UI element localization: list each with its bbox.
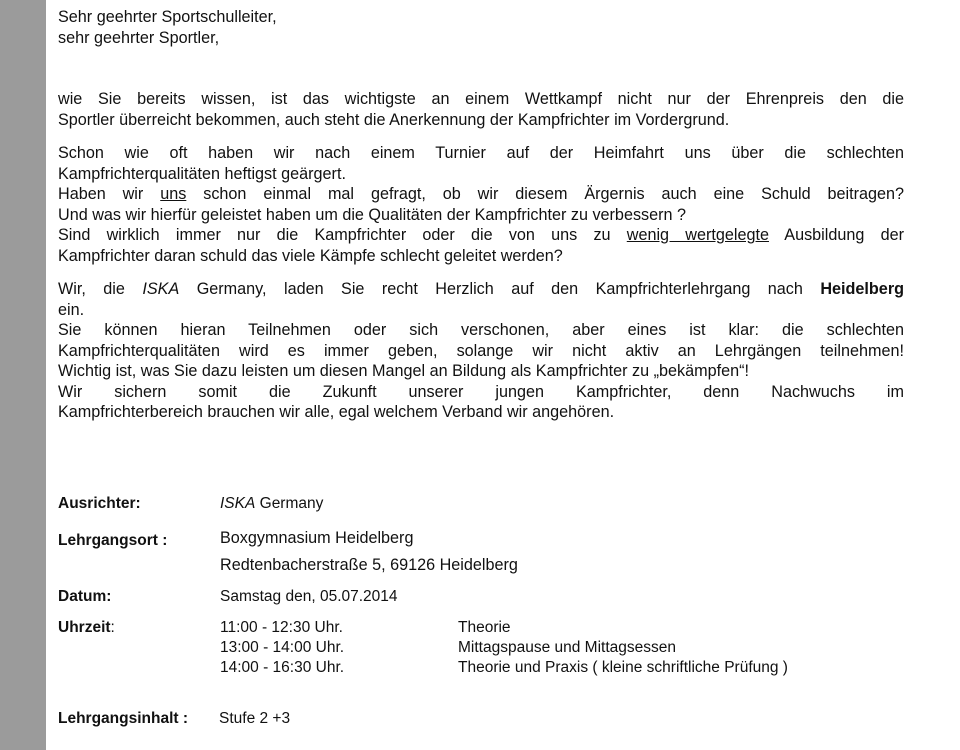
salutation-line-2: sehr geehrter Sportler, [58,28,220,47]
text-line: wie Sie bereits wissen, ist das wichtigste an einem Wettkampf nicht nur der Ehrenpreis den die [58,90,904,108]
bold-text: Heidelberg [820,280,905,298]
paragraph-intro [58,89,904,130]
text-line: Kampfrichterbereich brauchen wir alle, egal welchem Verband wir angehören. [58,403,615,421]
date-value: Samstag den, 05.07.2014 [220,588,398,605]
underlined-text: uns [160,185,187,203]
text-line: Kampfrichterqualitäten wird es immer geben, solange wir nicht aktiv an Lehrgängen teilnehmen! [58,341,904,360]
text-line [58,184,904,205]
location-line-1: Boxgymnasium Heidelberg [220,529,414,547]
text-fragment: Uhrzeit [58,619,111,636]
content-label: Lehrgangsinhalt : [58,710,189,727]
text-fragment: Haben wir [58,185,161,203]
content-value: Stufe 2 +3 [219,710,291,727]
text-fragment: Germany [255,495,324,512]
text-line: Sie können hieran Teilnehmen oder sich verschonen, aber eines ist klar: die schlechten [58,321,904,339]
text-line: Wichtig ist, was Sie dazu leisten um diesen Mangel an Bildung als Kampfrichter zu „bekämpfen“! [58,362,749,380]
location-line-2: Redtenbacherstraße 5, 69126 Heidelberg [220,556,518,574]
schedule-activity: Mittagspause und Mittagsessen [458,639,676,656]
page-margin-bar [0,0,46,750]
schedule-time: 11:00 - 12:30 Uhr. [220,619,343,636]
text-fragment: schon einmal mal gefragt, ob wir diesem Ärgernis auch eine Schuld beitragen? [186,185,904,203]
paragraph-questions [58,143,904,266]
time-label [58,618,115,639]
paragraph-invitation [58,279,904,423]
text-line [58,225,904,246]
italic-text: ISKA [142,280,180,298]
text-fragment: Wir, die [58,280,143,298]
text-line [58,279,904,300]
text-line: Und was wir hierfür geleistet haben um die Qualitäten der Kampfrichter zu verbessern ? [58,205,687,224]
schedule-time: 13:00 - 14:00 Uhr. [220,639,345,656]
schedule-time: 14:00 - 16:30 Uhr. [220,659,345,676]
organizer-value [220,494,323,515]
text-line: Schon wie oft haben wir nach einem Turnier auf der Heimfahrt uns über die schlechten [58,144,904,162]
text-fragment: : [110,619,115,636]
organizer-label: Ausrichter: [58,495,141,512]
text-line: Kampfrichterqualitäten heftigst geärgert. [58,164,346,183]
text-line: Wir sichern somit die Zukunft unserer jungen Kampfrichter, denn Nachwuchs im [58,382,904,401]
location-label: Lehrgangsort : [58,532,168,549]
text-fragment: Sind wirklich immer nur die Kampfrichter oder die von uns zu [58,226,627,244]
salutation-line-1: Sehr geehrter Sportschulleiter, [58,8,277,26]
text-line: ein. [58,300,85,319]
schedule-activity: Theorie [458,619,511,636]
salutation [58,7,277,48]
text-line: Kampfrichter daran schuld das viele Kämpfe schlecht geleitet werden? [58,246,563,265]
date-label: Datum: [58,588,112,605]
underlined-text: wenig wertgelegte [626,226,769,244]
text-fragment: Germany, laden Sie recht Herzlich auf den Kampfrichterlehrgang nach [179,280,821,298]
italic-text: ISKA [220,495,256,512]
text-fragment: Ausbildung der [768,226,904,244]
text-line: Sportler überreicht bekommen, auch steht die Anerkennung der Kampfrichter im Vordergrund. [58,110,730,129]
schedule-activity: Theorie und Praxis ( kleine schriftliche Prüfung ) [458,659,788,676]
letter-body [58,89,904,436]
